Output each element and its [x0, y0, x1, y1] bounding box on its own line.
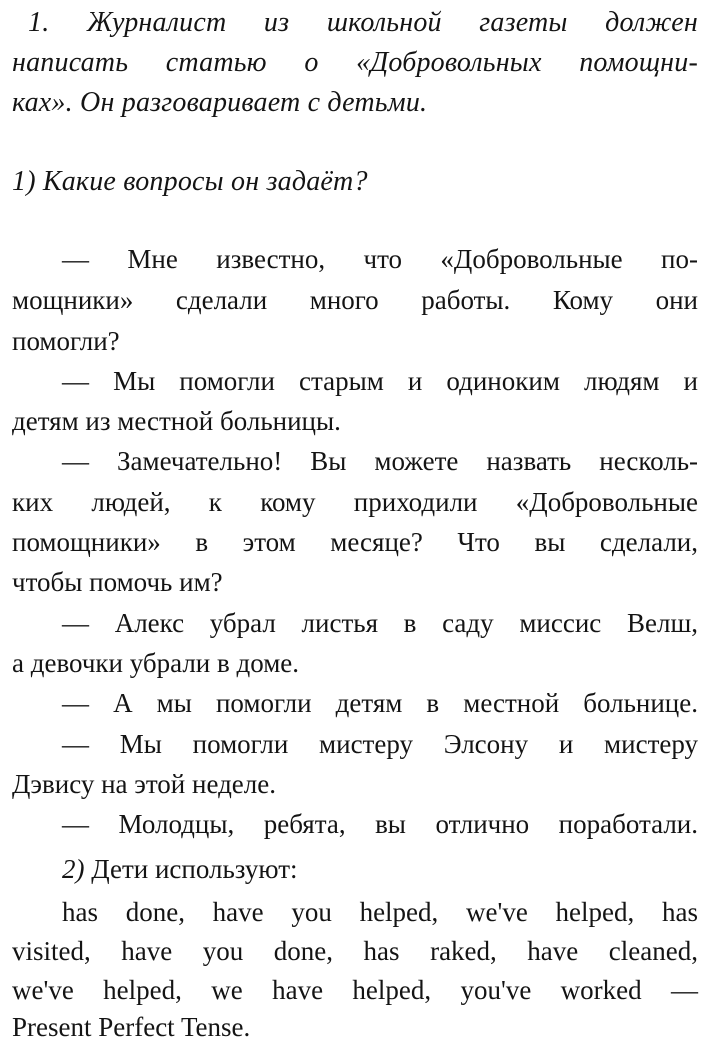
dialogue-line-4: — Мы помогли старым и одиноким людям и: [62, 366, 698, 396]
question-2-text: Дети используют:: [91, 854, 298, 884]
dialogue-line-6: — Замечательно! Вы можете назвать несколь-: [62, 446, 698, 476]
answer-line-2: visited, have you done, has raked, have cleaned,: [12, 936, 698, 966]
answer-line-3: we've helped, we have helped, you've worked —: [12, 975, 698, 1005]
dialogue-line-14: Дэвису на этой неделе.: [12, 769, 277, 799]
dialogue-line-7: ких людей, к кому приходили «Добровольные: [12, 487, 698, 517]
question-2-heading: [62, 850, 698, 888]
task-line-3: ках». Он разговаривает с детьми.: [12, 87, 428, 118]
question-1-heading: 1) Какие вопросы он задаёт?: [12, 166, 368, 197]
dialogue-line-12: — А мы помогли детям в местной больнице.: [62, 688, 698, 718]
task-line-2: написать статью о «Добровольных помощни-: [12, 47, 698, 78]
dialogue-line-1: — Мне известно, что «Добровольные по-: [62, 244, 698, 274]
dialogue-line-11: а девочки убрали в доме.: [12, 648, 300, 678]
task-line-1: 1. Журналист из школьной газеты должен: [28, 7, 698, 38]
answer-line-1: has done, have you helped, we've helped, has: [62, 897, 698, 927]
dialogue-line-10: — Алекс убрал листья в саду миссис Велш,: [62, 608, 698, 638]
dialogue-line-13: — Мы помогли мистеру Элсону и мистеру: [62, 729, 698, 759]
answer-line-4: Present Perfect Tense.: [12, 1012, 251, 1042]
question-2-number: 2): [62, 854, 85, 884]
dialogue-line-3: помогли?: [12, 326, 120, 356]
dialogue-line-8: помощники» в этом месяце? Что вы сделали,: [12, 527, 698, 557]
dialogue-line-2: мощники» сделали много работы. Кому они: [12, 285, 698, 315]
dialogue-line-15: — Молодцы, ребята, вы отлично поработали.: [62, 809, 698, 839]
dialogue-line-9: чтобы помочь им?: [12, 567, 223, 597]
dialogue-line-5: детям из местной больницы.: [12, 406, 341, 436]
